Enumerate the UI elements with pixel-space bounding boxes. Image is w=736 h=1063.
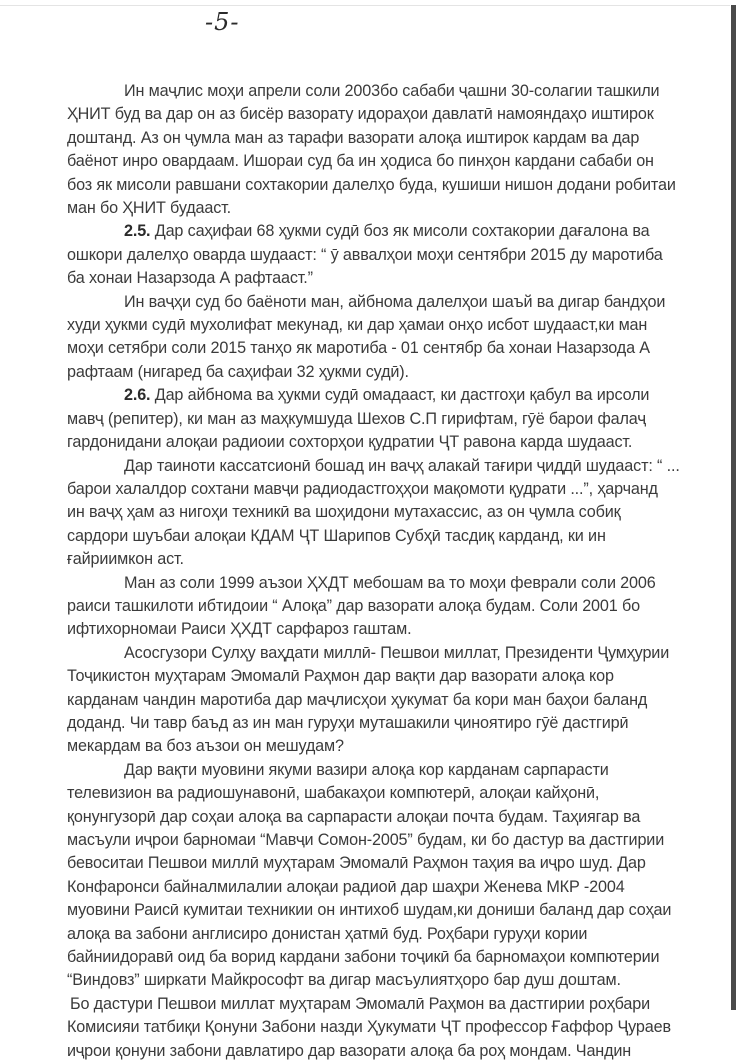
line-text: Ман аз соли 1999 аъзои ҲХДТ мебошам ва то моҳи феврали соли 2006 [124,573,656,592]
text-line [67,80,707,103]
paragraph-p2 [67,220,707,290]
line-text: гардонидани алоқаи радиоии сохторҳои қудратии ҶТ равона карда шудааст. [67,433,633,452]
line-text: Дар вақти муовини якуми вазири алоқа кор карданам сарпарасти [124,760,609,779]
text-line [67,595,707,618]
line-text: ғайриимкон аст. [67,550,184,569]
text-line [67,689,707,712]
text-line [67,501,707,524]
text-line [67,431,707,454]
scan-right-edge-shadow [731,5,736,1010]
line-text: ман бо ҲНИТ будааст. [67,199,231,218]
line-text: ифтихорномаи Раиси ҲХДТ сарфароз гаштам. [67,620,412,639]
text-line [67,1040,707,1063]
line-text: Конфаронси байналмилалии алоқаи радиоӣ дар шаҳри Женева МКР -2004 [67,877,625,896]
text-line [67,291,707,314]
line-text: боз як мисоли равшани сохтакории далелҳо буда, кушиши нишон додани робитаи [67,175,676,194]
paragraph-p8 [67,759,707,993]
text-line [67,572,707,595]
text-line [67,103,707,126]
text-line [67,314,707,337]
line-text: масъули иҷрои барномаи “Мавҷи Сомон-2005” будам, ки бо дастур ва дастгирии [67,831,665,849]
line-text: мавҷ (репитер), ки ман аз маҳкумшуда Шехов С.П гирифтам, гӯё барои фалаҷ [67,409,646,428]
line-text: телевизион ва радиошунавонӣ, шабакаҳои компютерӣ, алоқаи кайҳонӣ, [67,784,600,803]
text-line [67,197,707,220]
document-body [67,80,707,1063]
text-line [67,782,707,805]
line-text: байниидоравӣ оид ба ворид кардани забони тоҷикӣ ба барномаҳои компютерии [67,948,660,967]
line-text: “Виндовз” ширкати Майкрософт ва дигар масъулиятҳоро бар душ доштам. [67,971,621,990]
paragraph-p3 [67,291,707,385]
line-text: барои халалдор сохтани мавҷи радиодастгоҳҳои мақомоти қудрати ...”, ҳарчанд [67,479,658,498]
text-line [67,408,707,431]
paragraph-p6 [67,572,707,642]
line-text: ҲНИТ буд ва дар он аз бисёр вазорату идораҳои давлатӣ намояндаҳо иштирок [67,105,654,124]
line-text: Ин ваҷҳи суд бо баёноти ман, айбнома далелҳои шаъй ва дигар бандҳои [124,292,666,311]
paragraph-p5 [67,455,707,572]
text-line [67,899,707,922]
line-text: сардори шуъбаи алоқаи КДАМ ҶТ Шарипов Субҳӣ тасдиқ карданд, ки ин [67,526,606,545]
text-line [67,759,707,782]
text-line [67,525,707,548]
text-line [67,969,707,992]
line-text: қонунгузорӣ дар соҳаи алоқа ва сарпарасти алоқаи почта будам. Таҳиягар ва [67,807,641,826]
text-line [67,361,707,384]
text-line [67,923,707,946]
line-text: иҷрои қонуни забони давлатиро дар вазорати алоқа ба роҳ мондам. Чандин [67,1041,632,1060]
line-text: доштанд. Аз он ҷумла ман аз тарафи вазорати алоқа иштирок кардам ва дар [67,128,640,147]
paragraph-p4 [67,384,707,454]
text-line [67,220,707,243]
paragraph-p9 [67,993,707,1063]
line-text: Асосгузори Сулҳу ваҳдати миллӣ- Пешвои миллат, Президенти Ҷумҳурии [124,643,670,662]
text-line [67,946,707,969]
text-line [67,150,707,173]
text-line [67,993,707,1016]
paragraph-p7 [67,642,707,759]
text-line [67,548,707,571]
line-text: ин ваҷҳ ҳам аз нигоҳи техникӣ ва шоҳидони мутахассис, аз он ҷумла собиқ [67,503,621,522]
line-text: худи ҳукми судӣ мухолифат мекунад, ки дар ҳамаи онҳо исбот шудааст,ки ман [67,316,648,335]
line-text: Дар айбнома ва ҳукми судӣ омадааст, ки дастгоҳи қабул ва ирсоли [150,386,650,405]
text-line [67,806,707,829]
line-text: моҳи сетябри соли 2015 танҳо як маротиба - 01 сентябр ба хонаи Назарзода А [67,339,650,358]
text-line [67,455,707,478]
text-line [67,735,707,758]
line-text: алоқа ва забони англисиро донистан ҳатмӣ буд. Роҳбари гуруҳи кории [67,924,588,943]
text-line [67,712,707,735]
line-text: бевоситаи Пешвои миллӣ муҳтарам Эмомалӣ Раҳмон таҳия ва иҷро шуд. Дар [67,854,646,873]
text-line [67,1016,707,1039]
line-text: баёнот инро овардаам. Ишораи суд ба ин ҳодиса бо пинҳон кардани сабаби он [67,152,654,171]
section-number: 2.5. [124,222,151,241]
text-line [67,127,707,150]
line-text: Тоҷикистон муҳтарам Эмомалӣ Раҳмон дар вақти дар вазорати алоқа кор [67,667,614,686]
text-line [67,618,707,641]
line-text: карданам чандин маротиба дар маҷлисҳои ҳукумат ба кори ман баҳои баланд [67,690,648,709]
line-text: доданд. Чи тавр баъд аз ин ман гуруҳи муташакили ҷиноятиро гӯё дастгирӣ [67,713,629,732]
line-text: мекардам ва боз аъзои он мешудам? [67,737,344,756]
line-text: рафтаам (нигаред ба саҳифаи 32 ҳукми судӣ). [67,362,409,381]
line-text: Бо дастури Пешвои миллат муҳтарам Эмомалӣ Раҳмон ва дастгирии роҳбари [70,994,651,1013]
text-line [67,384,707,407]
line-text: раиси ташкилоти ибтидоии “ Алоқа” дар вазорати алоқа будам. Соли 2001 бо [67,596,640,615]
line-text: ба хонаи Назарзода А рафтааст.” [67,269,313,288]
line-text: Ин маҷлис моҳи апрели соли 2003бо сабаби ҷашни 30-солагии ташкили [124,82,660,100]
paragraph-p1 [67,80,707,220]
text-line [67,174,707,197]
text-line [67,337,707,360]
text-line [67,478,707,501]
text-line [67,244,707,267]
text-line [67,665,707,688]
page-number: -5- [205,8,240,36]
text-line [67,267,707,290]
scan-top-edge [0,5,730,6]
section-number: 2.6. [124,386,151,405]
line-text: Дар таиноти кассатсионӣ бошад ин ваҷҳ алакай тағири ҷиддӣ шудааст: “ ... [124,456,680,475]
text-line [67,876,707,899]
line-text: Дар саҳифаи 68 ҳукми судӣ боз як мисоли сохтакории дағалона ва [150,222,650,241]
line-text: муовини Раисӣ кумитаи техникии он интихоб шудам,ки дониши баланд дар соҳаи [67,901,672,920]
text-line [67,829,707,852]
line-text: ошкори далелҳо оварда шудааст: “ ӯ аввалҳои моҳи сентябри 2015 ду маротиба [67,245,663,264]
line-text: Комисияи татбиқи Қонуни Забони назди Ҳукумати ҶТ профессор Ғаффор Ҷураев [67,1018,671,1037]
text-line [67,642,707,665]
text-line [67,852,707,875]
